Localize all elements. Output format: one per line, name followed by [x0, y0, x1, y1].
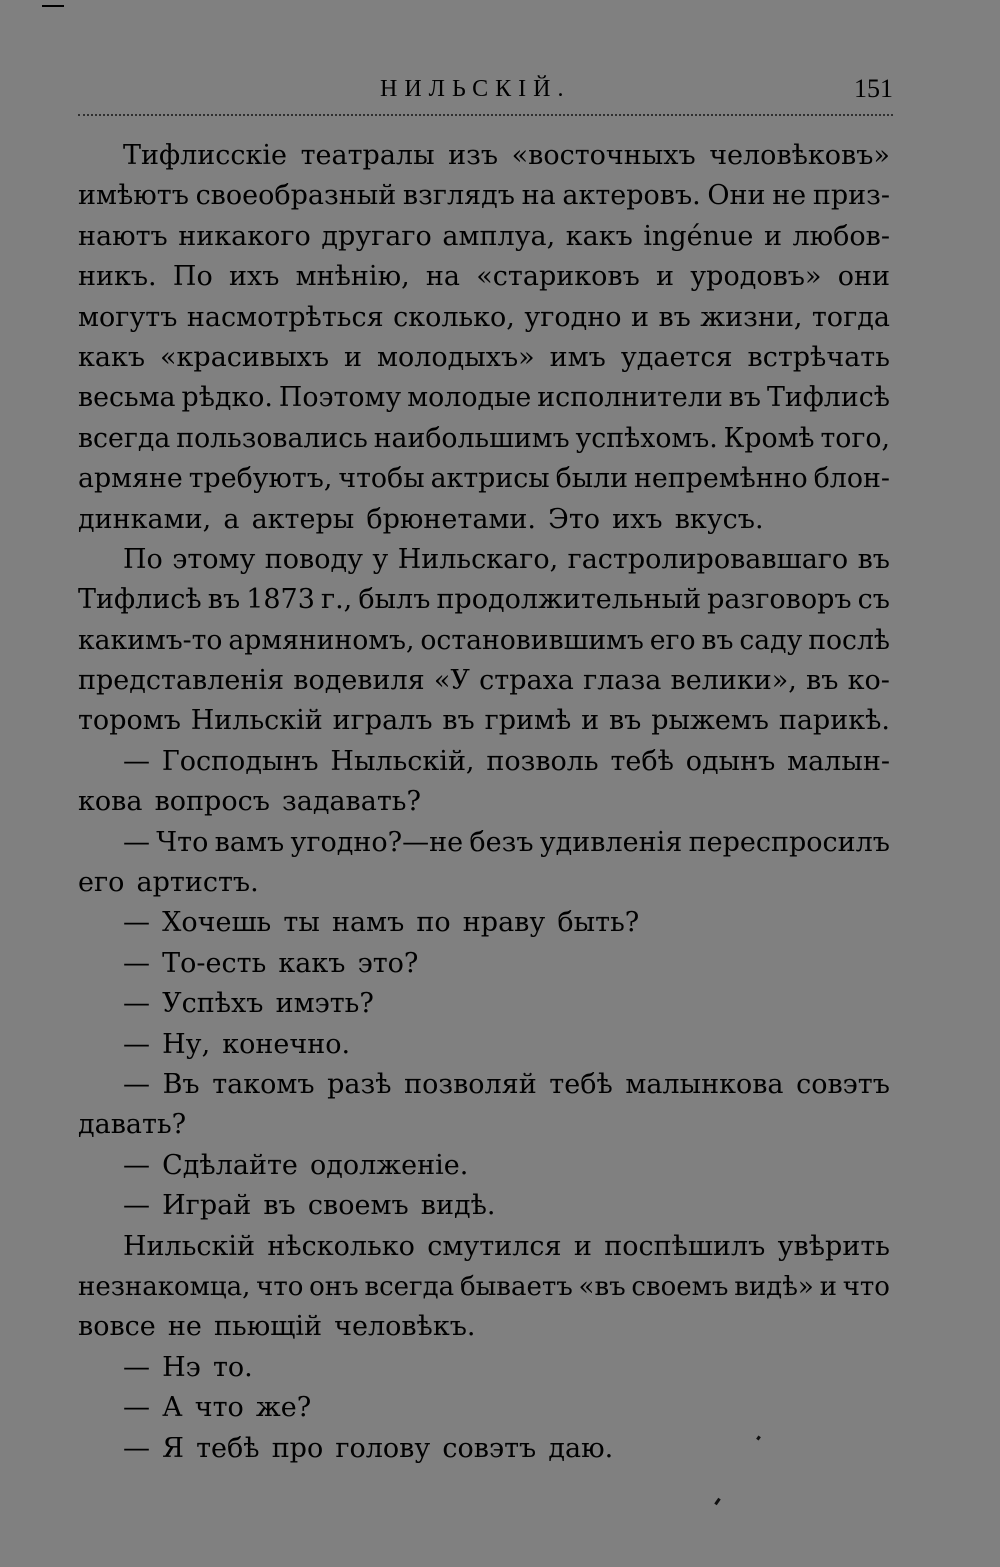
word: встрѣчать	[747, 341, 890, 373]
text-line	[78, 338, 890, 378]
word: Нильскій	[123, 1230, 256, 1262]
word: имъ	[549, 341, 606, 373]
word: молодые	[407, 382, 532, 414]
word: нѣсколько	[267, 1230, 415, 1262]
text-line	[78, 1105, 890, 1145]
text-line	[78, 1307, 890, 1347]
word: какимъ-то	[78, 624, 223, 656]
word: позволяй	[404, 1068, 537, 1100]
word: Тифлисѣ	[766, 382, 890, 414]
word: удивленія	[539, 826, 683, 858]
word: молодыхъ»	[376, 341, 535, 373]
word: наютъ	[78, 220, 168, 252]
word: одолженіе.	[310, 1149, 469, 1181]
text-line	[78, 1065, 890, 1105]
word: брюнетами.	[366, 503, 537, 535]
word: взглядъ	[402, 180, 515, 212]
word: —	[123, 1190, 150, 1222]
word: другаго	[321, 220, 432, 252]
word: изъ	[448, 140, 499, 171]
word: не	[772, 180, 807, 212]
word: тебѣ	[196, 1432, 260, 1464]
word: гримѣ	[484, 705, 572, 737]
word: приз-	[812, 180, 890, 212]
word: Нильскій	[190, 705, 323, 737]
word: имѣютъ	[78, 180, 189, 212]
word: въ	[207, 584, 241, 616]
word: пользовались	[176, 422, 368, 454]
text-line	[78, 580, 890, 620]
word: весьма	[78, 382, 176, 414]
word: Поэтому	[278, 382, 402, 414]
text-line	[78, 661, 890, 701]
word: человѣкъ.	[334, 1311, 476, 1343]
word: блон-	[813, 463, 890, 495]
word: человѣковъ»	[709, 140, 890, 171]
word: 1873	[246, 584, 315, 616]
text-line	[78, 863, 890, 903]
word: задавать?	[282, 786, 421, 818]
word: Нэ	[162, 1351, 201, 1383]
word: конечно.	[222, 1028, 351, 1060]
word: намъ	[331, 907, 405, 939]
ink-speck	[714, 1498, 720, 1505]
word: Кромѣ	[723, 422, 815, 454]
word: Сдѣлайте	[162, 1149, 298, 1181]
word: Я	[162, 1432, 184, 1464]
word: поводу	[264, 543, 364, 575]
word: страха	[479, 665, 574, 697]
text-line	[78, 419, 890, 459]
text-line	[78, 378, 890, 418]
word: они	[837, 261, 890, 293]
word: совэтъ	[796, 1068, 890, 1100]
page-header	[78, 74, 893, 108]
word: Ну,	[162, 1028, 211, 1060]
word: сколько,	[393, 301, 515, 333]
word: что	[256, 1271, 304, 1302]
word: —	[123, 826, 150, 858]
word: динками,	[78, 503, 212, 535]
word: успѣхомъ.	[575, 422, 718, 454]
word: тебѣ	[549, 1068, 613, 1100]
word: на	[521, 180, 556, 212]
word: совэтъ	[442, 1432, 537, 1464]
word: жизни,	[700, 301, 803, 333]
word: угодно	[524, 301, 622, 333]
word: всегда	[78, 422, 171, 454]
word: Они	[707, 180, 766, 212]
word: насмотрѣться	[186, 301, 384, 333]
word: смутился	[427, 1230, 562, 1262]
word: тогда	[811, 301, 890, 333]
word: въ	[728, 382, 761, 414]
word: по	[416, 907, 451, 939]
word: амплуа,	[442, 220, 556, 252]
word: не	[167, 1311, 202, 1343]
word: Это	[548, 503, 601, 535]
text-line	[78, 217, 890, 257]
word: —	[123, 1068, 150, 1100]
word: Господынъ	[161, 745, 319, 777]
word: какъ	[78, 341, 146, 373]
word: Тифлисѣ	[78, 584, 202, 616]
word: ты	[283, 907, 320, 939]
running-title: НИЛЬСКIЙ.	[380, 76, 571, 102]
word: даю.	[548, 1432, 614, 1464]
word: «восточныхъ	[511, 140, 696, 171]
word: вкусъ.	[674, 503, 764, 535]
word: что	[194, 1392, 244, 1424]
word: въ	[857, 543, 890, 575]
word: безъ	[469, 826, 534, 858]
word: увѣрить	[777, 1230, 890, 1262]
word: быть?	[557, 907, 640, 939]
word: и	[763, 220, 782, 252]
word: армяне	[78, 463, 183, 495]
word: его	[78, 867, 125, 899]
word: велики»,	[670, 665, 797, 697]
word: актеровъ.	[562, 180, 701, 212]
text-line	[78, 742, 890, 782]
word: онъ	[309, 1271, 359, 1302]
word: переспросилъ	[688, 826, 890, 858]
text-line	[78, 298, 890, 338]
word: актрисы	[430, 463, 550, 495]
word: Ныльскій,	[330, 745, 475, 777]
text-line	[78, 782, 890, 822]
word: ихъ	[612, 503, 663, 535]
word: одынъ	[685, 745, 776, 777]
word: артистъ.	[136, 867, 259, 899]
word: То-есть	[162, 947, 267, 979]
word: малынкова	[625, 1068, 784, 1100]
word: —	[123, 745, 150, 777]
word: и	[573, 1230, 592, 1262]
word: и	[581, 705, 600, 737]
word: игралъ	[332, 705, 433, 737]
word: театралы	[300, 140, 435, 171]
word: разговоръ	[707, 584, 852, 616]
word: По	[172, 261, 213, 293]
word: наибольшимъ	[373, 422, 570, 454]
word: Что	[156, 826, 209, 858]
word: и	[656, 261, 675, 293]
corner-mark	[42, 0, 64, 7]
text-line	[78, 1267, 890, 1307]
word: Успѣхъ	[162, 988, 264, 1020]
body-text	[78, 136, 890, 1469]
word: съ	[857, 584, 890, 616]
word: угодно?—не	[290, 826, 464, 858]
word: —	[123, 1149, 150, 1181]
word: въ	[263, 1190, 296, 1222]
word: г.,	[320, 584, 353, 616]
word: требуютъ,	[188, 463, 333, 495]
word: остановившимъ	[420, 624, 644, 656]
text-line	[78, 944, 890, 984]
word: актеры	[251, 503, 355, 535]
text-line	[78, 540, 890, 580]
word: имэть?	[275, 988, 374, 1020]
text-line	[78, 176, 890, 216]
word: торомъ	[78, 705, 181, 737]
word: въ	[658, 301, 691, 333]
word: въ	[806, 665, 839, 697]
word: это?	[357, 947, 419, 979]
text-line	[78, 1227, 890, 1267]
word: у	[372, 543, 389, 575]
word: что	[842, 1271, 890, 1302]
word: то.	[212, 1351, 253, 1383]
word: своеобразный	[195, 180, 397, 212]
text-line	[78, 1146, 890, 1186]
word: бываетъ	[459, 1271, 573, 1302]
word: незнакомца,	[78, 1271, 251, 1302]
word: малын-	[787, 745, 890, 777]
word: —	[123, 988, 150, 1020]
word: Тифлисскіе	[123, 140, 288, 171]
word: въ	[701, 624, 734, 656]
word: любов-	[792, 220, 890, 252]
text-line	[78, 1186, 890, 1226]
word: ingénue	[643, 220, 754, 252]
word: и	[630, 301, 649, 333]
word: мнѣнію,	[295, 261, 410, 293]
word: былъ	[358, 584, 431, 616]
header-rule	[78, 114, 893, 116]
word: рѣдко.	[181, 382, 273, 414]
text-line	[78, 136, 890, 176]
text-line	[78, 621, 890, 661]
text-line	[78, 984, 890, 1024]
word: въ	[608, 705, 642, 737]
word: водевиля	[293, 665, 425, 697]
word: Хочешь	[162, 907, 272, 939]
word: того,	[820, 422, 890, 454]
text-line	[78, 903, 890, 943]
word: —	[123, 907, 150, 939]
word: какъ	[278, 947, 346, 979]
word: исполнители	[537, 382, 723, 414]
word: всегда	[364, 1271, 455, 1302]
word: —	[123, 947, 150, 979]
word: могутъ	[78, 301, 178, 333]
word: рыжемъ	[651, 705, 769, 737]
word: непремѣнно	[634, 463, 808, 495]
word: представленія	[78, 665, 285, 697]
word: его	[649, 624, 696, 656]
text-line	[78, 1348, 890, 1388]
word: голову	[335, 1432, 431, 1464]
word: въ	[442, 705, 475, 737]
word: на	[425, 261, 461, 293]
word: гастролировавшаго	[567, 543, 849, 575]
word: «стариковъ	[476, 261, 640, 293]
word: какъ	[565, 220, 633, 252]
page-number: 151	[854, 74, 893, 103]
word: чтобы	[338, 463, 425, 495]
word: А	[162, 1392, 183, 1424]
word: вопросъ	[154, 786, 270, 818]
word: видѣ»	[734, 1271, 814, 1302]
word: —	[123, 1392, 150, 1424]
word: нраву	[462, 907, 546, 939]
word: разѣ	[327, 1068, 392, 1100]
word: ихъ	[228, 261, 280, 293]
word: «У	[433, 665, 470, 697]
word: —	[123, 1351, 150, 1383]
word: Въ	[162, 1068, 200, 1100]
word: вовсе	[78, 1311, 156, 1343]
word: парикѣ.	[778, 705, 890, 737]
word: и	[344, 341, 362, 373]
word: а	[223, 503, 240, 535]
word: Нильскаго,	[397, 543, 559, 575]
word: никъ.	[78, 261, 157, 293]
word: глаза	[583, 665, 662, 697]
word: —	[123, 1028, 150, 1060]
word: своемъ	[631, 1271, 729, 1302]
word: видѣ.	[420, 1190, 496, 1222]
word: продолжительный	[436, 584, 702, 616]
word: про	[271, 1432, 324, 1464]
word: пьющій	[214, 1311, 322, 1343]
text-line	[78, 701, 890, 741]
word: удается	[620, 341, 733, 373]
text-line	[78, 500, 890, 540]
word: никакого	[178, 220, 311, 252]
text-line	[78, 1429, 890, 1469]
word: были	[555, 463, 629, 495]
text-line	[78, 459, 890, 499]
word: и	[819, 1271, 837, 1302]
word: ко-	[847, 665, 890, 697]
text-line	[78, 1025, 890, 1065]
word: —	[123, 1432, 150, 1464]
word: Играй	[162, 1190, 252, 1222]
word: давать?	[78, 1109, 187, 1141]
word: тебѣ	[610, 745, 674, 777]
word: армяниномъ,	[228, 624, 415, 656]
text-line	[78, 1388, 890, 1428]
word: такомъ	[212, 1068, 315, 1100]
word: «въ	[578, 1271, 626, 1302]
word: кова	[78, 786, 143, 818]
text-line	[78, 823, 890, 863]
word: «красивыхъ	[160, 341, 330, 373]
word: своемъ	[307, 1190, 409, 1222]
word: же?	[255, 1392, 312, 1424]
word: этому	[172, 543, 256, 575]
word: позволь	[486, 745, 599, 777]
word: поспѣшилъ	[604, 1230, 766, 1262]
word: вамъ	[214, 826, 285, 858]
word: По	[123, 543, 163, 575]
text-line	[78, 257, 890, 297]
word: уродовъ»	[690, 261, 822, 293]
word: послѣ	[808, 624, 890, 656]
word: саду	[739, 624, 803, 656]
